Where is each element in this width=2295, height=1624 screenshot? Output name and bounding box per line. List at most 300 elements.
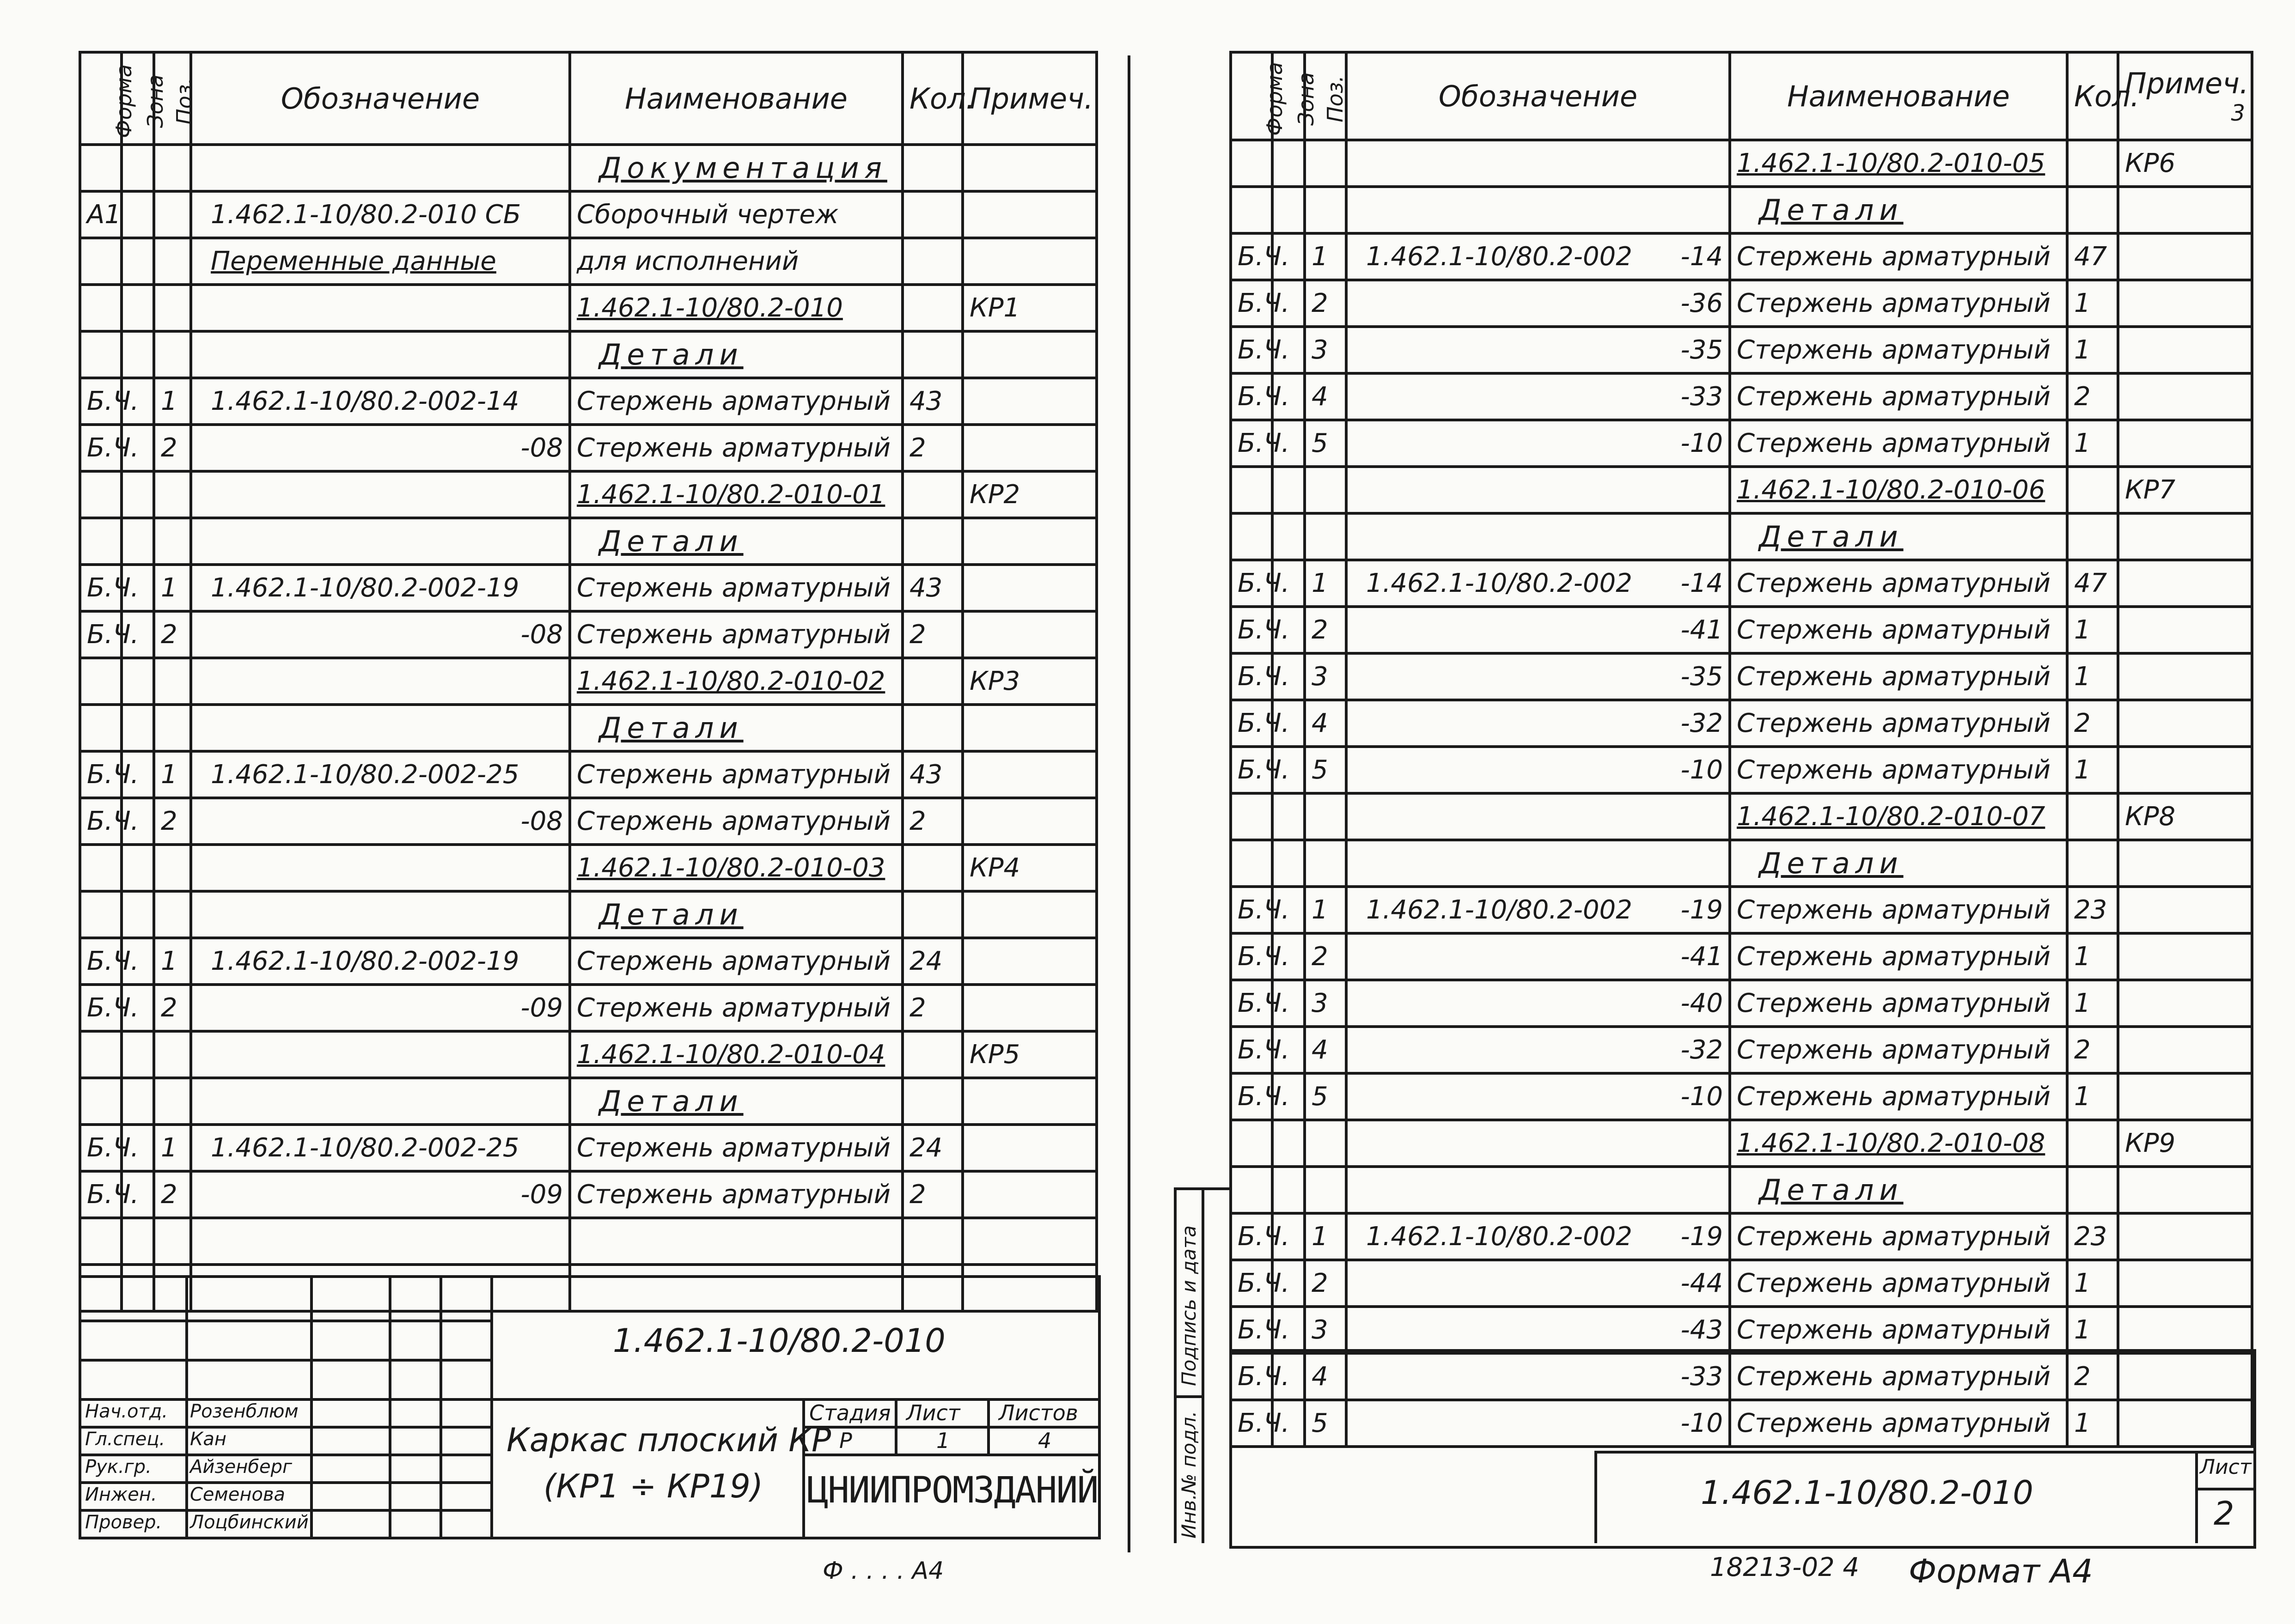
right-doc-number: 1.462.1-10/80.2-010 [1701,1474,2033,1512]
cell-designation [1346,373,1730,420]
header-zone: Зона [1272,52,1305,140]
cell-zone [122,471,154,518]
cell-pos: 1 [1305,233,1346,280]
cell-designation [1346,1120,1730,1167]
tb-divider [2195,1451,2198,1543]
cell-format: Б.Ч. [80,751,122,798]
left-doc-number: 1.462.1-10/80.2-010 [613,1322,946,1360]
cell-designation [191,1078,570,1125]
cell-pos: 1 [1305,560,1346,607]
tb-divider [490,1278,493,1537]
cell-note [2118,420,2252,467]
cell-designation [191,705,570,751]
cell-qty: 1 [2067,280,2118,327]
cell-designation [1346,1027,1730,1073]
left-specification-table [79,51,1098,1313]
cell-designation [191,285,570,331]
cell-qty: 1 [2067,653,2118,700]
table-row [80,938,1097,985]
table-row [80,238,1097,285]
cell-note: КР4 [963,845,1097,891]
cell-pos: 2 [1305,280,1346,327]
left-title-line1: Каркас плоский КР [507,1421,831,1459]
cell-qty [903,285,963,331]
cell-format [80,705,122,751]
cell-note [2118,327,2252,373]
cell-name: Стержень арматурный [1730,1400,2067,1447]
cell-pos: 4 [1305,700,1346,747]
designation-suffix: -10 [1680,754,1723,785]
cell-note [2118,233,2252,280]
cell-pos: 2 [154,1171,191,1218]
cell-pos [154,285,191,331]
cell-note [2118,840,2252,887]
cell-pos: 2 [154,611,191,658]
cell-zone [122,1078,154,1125]
cell-qty [903,891,963,938]
section-row [80,1078,1097,1125]
cell-designation [191,938,570,985]
cell-note [2118,700,2252,747]
cell-note [2118,187,2252,233]
right-sheet-label: Лист [2200,1455,2252,1479]
cell-format: Б.Ч. [1231,233,1272,280]
cell-pos: 2 [154,425,191,471]
cell-pos [154,891,191,938]
cell-format: А1 [80,191,122,238]
cell-designation [1346,653,1730,700]
cell-qty [2067,1167,2118,1213]
cell-zone [122,145,154,191]
cell-designation [1346,560,1730,607]
variant-row [80,658,1097,705]
cell-format [80,1218,122,1265]
cell-designation [191,378,570,425]
table-row [1231,1027,2252,1073]
cell-zone [122,1031,154,1078]
cell-pos [154,191,191,238]
designation-text: 1.462.1-10/80.2-002-14 [211,386,519,416]
header-note: Примеч. [963,52,1097,145]
cell-zone [122,705,154,751]
cell-pos: 5 [1305,420,1346,467]
cell-note [2118,1027,2252,1073]
cell-name: Стержень арматурный [570,611,903,658]
cell-pos: 4 [1305,1353,1346,1400]
cell-pos: 2 [1305,933,1346,980]
table-row [80,425,1097,471]
cell-name: Стержень арматурный [570,1171,903,1218]
header-qty: Кол. [2067,52,2118,140]
table-row [1231,1307,2252,1353]
designation-text: 1.462.1-10/80.2-002-25 [211,759,519,790]
cell-note [963,1125,1097,1171]
cell-format: Б.Ч. [80,1171,122,1218]
cell-format: Б.Ч. [80,1125,122,1171]
cell-designation [191,425,570,471]
cell-zone [122,1218,154,1265]
cell-pos [154,1218,191,1265]
cell-name: Детали [1730,1167,2067,1213]
cell-designation [1346,1213,1730,1260]
cell-qty: 43 [903,565,963,611]
cell-note [963,331,1097,378]
section-row [1231,513,2252,560]
cell-qty [903,658,963,705]
designation-text: 1.462.1-10/80.2-002 [1366,568,1632,598]
cell-pos: 4 [1305,373,1346,420]
cell-qty: 2 [2067,373,2118,420]
cell-designation [1346,233,1730,280]
sheets-label: Листов [999,1400,1078,1425]
cell-name: Стержень арматурный [1730,653,2067,700]
cell-name: 1.462.1-10/80.2-010-01 [570,471,903,518]
cell-note: КР3 [963,658,1097,705]
designation-suffix: -43 [1680,1314,1723,1345]
cell-designation [191,1125,570,1171]
cell-format [80,285,122,331]
cell-qty: 1 [2067,1400,2118,1447]
cell-name: Стержень арматурный [1730,700,2067,747]
cell-format: Б.Ч. [80,938,122,985]
sheets-value: 4 [1038,1428,1052,1453]
designation-suffix: -41 [1680,614,1723,645]
variant-row [80,285,1097,331]
cell-name: Стержень арматурный [570,798,903,845]
signature-name: Семенова [190,1484,286,1505]
cell-format [80,518,122,565]
cell-pos [1305,793,1346,840]
cell-pos [154,518,191,565]
right-sheet [1151,0,2295,1624]
signature-role: Гл.спец. [85,1429,165,1450]
footer-format: Формат А4 [1909,1552,2093,1590]
cell-name: Детали [1730,187,2067,233]
cell-qty [903,1031,963,1078]
cell-pos: 5 [1305,747,1346,793]
cell-note [2118,560,2252,607]
cell-name: Стержень арматурный [570,378,903,425]
right-title-block [1229,1349,2256,1549]
cell-designation [1346,840,1730,887]
table-row [1231,327,2252,373]
cell-qty: 1 [2067,1073,2118,1120]
cell-zone [1272,840,1305,887]
cell-note [963,1078,1097,1125]
designation-text: Переменные данные [211,246,496,276]
cell-designation [191,798,570,845]
designation-suffix: -19 [1680,894,1723,925]
cell-zone [122,845,154,891]
table-row [1231,560,2252,607]
cell-designation [191,145,570,191]
cell-designation [1346,1307,1730,1353]
cell-pos [154,471,191,518]
table-row [80,611,1097,658]
stage-label: Стадия [809,1400,891,1425]
designation-suffix: -36 [1680,288,1723,318]
cell-qty: 1 [2067,1307,2118,1353]
table-row [80,751,1097,798]
cell-designation [1346,980,1730,1027]
cell-designation [191,1031,570,1078]
cell-zone [122,658,154,705]
table-row [80,1171,1097,1218]
designation-text: 1.462.1-10/80.2-010 СБ [211,199,521,230]
header-pos: Поз. [154,52,191,145]
cell-format: Б.Ч. [1231,700,1272,747]
cell-name: 1.462.1-10/80.2-010-03 [570,845,903,891]
cell-qty: 2 [903,1171,963,1218]
cell-name: Детали [1730,513,2067,560]
cell-qty [2067,840,2118,887]
cell-format [80,238,122,285]
section-row [80,705,1097,751]
section-row [1231,1167,2252,1213]
tb-divider [81,1320,490,1322]
cell-qty: 2 [2067,700,2118,747]
cell-name: 1.462.1-10/80.2-010 [570,285,903,331]
table-row [1231,233,2252,280]
cell-qty [2067,140,2118,187]
side-strip-border [1202,1187,1204,1543]
cell-name: Стержень арматурный [1730,1213,2067,1260]
tb-divider [185,1278,188,1537]
cell-pos [154,145,191,191]
header-zone: Зона [122,52,154,145]
cell-designation [191,191,570,238]
table-row [1231,280,2252,327]
tb-divider [1594,1451,2253,1454]
cell-note [2118,1307,2252,1353]
cell-format: Б.Ч. [1231,280,1272,327]
cell-format: Б.Ч. [1231,1307,1272,1353]
table-row [1231,980,2252,1027]
header-designation: Обозначение [1346,52,1730,140]
cell-format: Б.Ч. [1231,1073,1272,1120]
designation-text: -08 [520,619,563,650]
tb-divider [802,1454,1098,1456]
cell-qty [903,705,963,751]
cell-pos [154,705,191,751]
cell-qty [903,1218,963,1265]
tb-divider [1594,1451,1597,1543]
cell-note [2118,653,2252,700]
cell-format [1231,1120,1272,1167]
cell-format: Б.Ч. [1231,933,1272,980]
side-label-signature: Подпись и дата [1178,1225,1200,1386]
cell-pos [154,658,191,705]
header-pos: Поз. [1305,52,1346,140]
designation-suffix: -44 [1680,1268,1723,1298]
cell-pos [154,238,191,285]
cell-name: 1.462.1-10/80.2-010-05 [1730,140,2067,187]
left-title-line2: (КР1 ÷ КР19) [543,1467,763,1505]
cell-pos [154,331,191,378]
cell-format [80,845,122,891]
cell-qty: 23 [2067,1213,2118,1260]
cell-designation [191,611,570,658]
section-row [80,145,1097,191]
table-row [1231,1073,2252,1120]
cell-format [1231,840,1272,887]
header-note: Примеч. 3 [2118,52,2252,140]
cell-pos: 2 [154,985,191,1031]
cell-designation [1346,700,1730,747]
cell-qty [2067,1120,2118,1167]
cell-format: Б.Ч. [80,798,122,845]
cell-pos [1305,467,1346,513]
designation-suffix: -41 [1680,941,1723,972]
tb-divider [310,1278,313,1537]
signature-role: Нач.отд. [85,1401,168,1422]
cell-qty: 1 [2067,420,2118,467]
cell-format: Б.Ч. [1231,653,1272,700]
cell-qty: 43 [903,751,963,798]
designation-suffix: -32 [1680,1034,1723,1065]
designation-suffix: -35 [1680,661,1723,692]
cell-pos [154,1031,191,1078]
table-row [1231,420,2252,467]
signature-name: Кан [190,1429,227,1450]
signature-role: Инжен. [85,1484,157,1505]
table-row [1231,700,2252,747]
cell-name: 1.462.1-10/80.2-010-02 [570,658,903,705]
table-row [80,1125,1097,1171]
cell-pos: 2 [154,798,191,845]
cell-pos: 1 [154,938,191,985]
cell-designation [1346,887,1730,933]
cell-designation [1346,747,1730,793]
cell-format: Б.Ч. [1231,373,1272,420]
cell-format: Б.Ч. [1231,1213,1272,1260]
cell-note [963,611,1097,658]
variant-row [1231,467,2252,513]
cell-pos: 3 [1305,653,1346,700]
cell-designation [1346,327,1730,373]
side-strip-border [1174,1187,1229,1190]
cell-note: КР8 [2118,793,2252,840]
cell-note: КР2 [963,471,1097,518]
cell-name: Сборочный чертеж [570,191,903,238]
cell-pos: 1 [1305,1213,1346,1260]
cell-note [963,705,1097,751]
designation-suffix: -14 [1680,241,1723,272]
cell-note [2118,1167,2252,1213]
designation-text: 1.462.1-10/80.2-002-19 [211,572,519,603]
cell-pos [1305,1167,1346,1213]
cell-zone [122,238,154,285]
table-row [80,1218,1097,1265]
cell-designation [1346,1167,1730,1213]
cell-qty [903,191,963,238]
table-row [1231,747,2252,793]
organization: ЦНИИПРОМЗДАНИЙ [807,1470,1098,1511]
footer-page-num: 4 [1843,1552,1860,1582]
footer-code [1710,1552,1859,1582]
cell-note [2118,980,2252,1027]
cell-format: Б.Ч. [1231,607,1272,653]
cell-qty: 2 [2067,1027,2118,1073]
cell-designation [191,985,570,1031]
cell-name: Стержень арматурный [570,1125,903,1171]
cell-qty [903,845,963,891]
cell-qty [2067,467,2118,513]
cell-format [80,658,122,705]
section-row [1231,840,2252,887]
note-mark: 3 [2231,100,2245,126]
cell-designation [191,1218,570,1265]
table-row [1231,933,2252,980]
tb-divider [2195,1488,2253,1490]
designation-text: -09 [520,1179,563,1210]
cell-note [2118,1260,2252,1307]
cell-format: Б.Ч. [1231,747,1272,793]
variant-row [80,471,1097,518]
cell-note: КР6 [2118,140,2252,187]
cell-name: Стержень арматурный [1730,327,2067,373]
cell-zone [1272,1167,1305,1213]
tb-divider [389,1278,391,1537]
cell-name: Детали [570,705,903,751]
cell-note [2118,1073,2252,1120]
header-format: Форма [80,52,122,145]
cell-zone [122,891,154,938]
cell-pos: 1 [154,565,191,611]
left-sheet [0,0,1128,1624]
table-row [1231,373,2252,420]
cell-name: Стержень арматурный [1730,280,2067,327]
cell-name: 1.462.1-10/80.2-010-06 [1730,467,2067,513]
cell-qty: 1 [2067,747,2118,793]
table-row [80,378,1097,425]
cell-format [1231,467,1272,513]
cell-name: Детали [570,518,903,565]
cell-designation [1346,1260,1730,1307]
cell-format [80,1078,122,1125]
cell-format [80,1031,122,1078]
cell-designation [191,845,570,891]
cell-qty: 2 [903,798,963,845]
cell-name: Стержень арматурный [570,751,903,798]
cell-qty [2067,513,2118,560]
cell-name: Детали [570,891,903,938]
left-table-body [80,145,1097,1311]
cell-designation [191,331,570,378]
cell-note [963,1218,1097,1265]
cell-format: Б.Ч. [1231,1353,1272,1400]
cell-name: Детали [570,1078,903,1125]
cell-note [2118,747,2252,793]
cell-format: Б.Ч. [1231,420,1272,467]
table-row [80,798,1097,845]
cell-zone [1272,793,1305,840]
cell-zone [1272,187,1305,233]
cell-name [570,1218,903,1265]
header-designation: Обозначение [191,52,570,145]
variant-row [1231,140,2252,187]
cell-pos [1305,1120,1346,1167]
cell-note [963,985,1097,1031]
cell-designation [1346,187,1730,233]
cell-name: Стержень арматурный [1730,1027,2067,1073]
cell-qty [2067,187,2118,233]
cell-qty [903,1078,963,1125]
cell-designation [191,751,570,798]
designation-suffix: -10 [1680,428,1723,458]
table-row [80,191,1097,238]
cell-format [1231,513,1272,560]
